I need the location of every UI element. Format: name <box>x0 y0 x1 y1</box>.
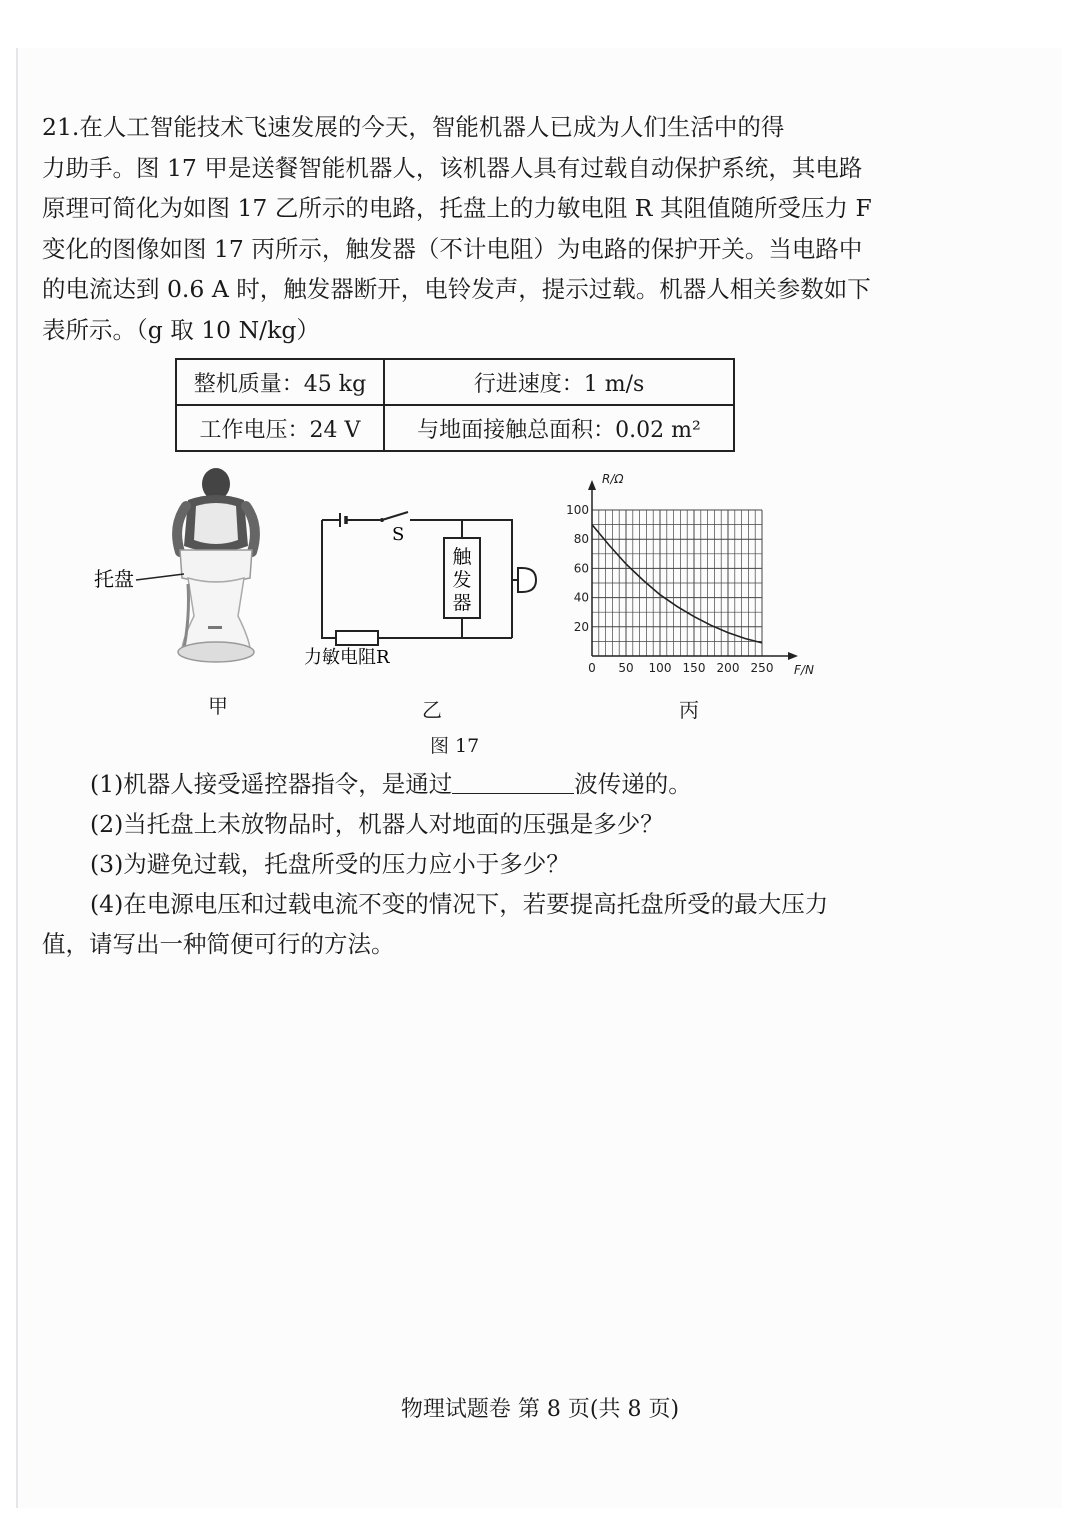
r-f-curve <box>592 525 762 643</box>
bell-icon <box>518 568 536 592</box>
tray <box>180 550 252 582</box>
circuit-figure <box>296 500 546 678</box>
y-tick-label: 20 <box>573 619 589 634</box>
sub-caption-yi: 乙 <box>422 698 442 722</box>
stem-line: 的电流达到 0.6 A 时，触发器断开，电铃发声，提示过载。机器人相关参数如下 <box>42 275 871 303</box>
x-tick-label: 250 <box>750 661 774 675</box>
x-axis-label: F/N <box>794 663 814 677</box>
stem-line: 原理可简化为如图 17 乙所示的电路，托盘上的力敏电阻 R 其阻值随所受压力 F <box>42 194 872 222</box>
answer-blank[interactable] <box>452 767 574 794</box>
x-tick-label: 50 <box>618 661 634 675</box>
stem-line: 力助手。图 17 甲是送餐智能机器人，该机器人具有过载自动保护系统，其电路 <box>42 153 863 182</box>
y-tick-label: 60 <box>573 561 589 576</box>
x-tick-label: 150 <box>682 661 706 675</box>
chart-ticks <box>566 503 773 675</box>
sub-question-2: (2)当托盘上未放物品时，机器人对地面的压强是多少？ <box>90 810 664 838</box>
sub-caption-bing: 丙 <box>679 698 699 722</box>
sub-questions <box>42 764 872 964</box>
y-axis-arrow <box>588 480 596 490</box>
switch-icon <box>382 512 408 520</box>
question-21-stem <box>42 107 872 350</box>
stem-line: 变化的图像如图 17 丙所示，触发器（不计电阻）为电路的保护开关。当电路中 <box>42 234 863 263</box>
x-axis-arrow <box>788 652 798 660</box>
sub-caption-jia: 甲 <box>208 694 228 718</box>
table-cell: 整机质量：45 kg <box>176 359 384 405</box>
page-footer: 物理试题卷 第 8 页(共 8 页) <box>400 1397 680 1422</box>
switch-label: S <box>392 524 405 545</box>
robot-base <box>182 578 250 648</box>
tray-label: 托盘 <box>94 567 134 591</box>
trigger-label: 器 <box>452 592 472 614</box>
table-cell: 工作电压：24 V <box>176 405 384 451</box>
table-row <box>176 405 734 451</box>
table-cell: 行进速度：1 m/s <box>384 359 734 405</box>
figure-caption: 图 17 <box>430 735 480 757</box>
stem-line: 21.在人工智能技术飞速发展的今天，智能机器人已成为人们生活中的得 <box>42 113 785 141</box>
r-f-chart <box>558 466 828 686</box>
chart-grid <box>592 510 762 656</box>
table-cell: 与地面接触总面积：0.02 m² <box>384 405 734 451</box>
stem-line: 表所示。（g 取 10 N/kg） <box>42 315 320 344</box>
x-tick-label: 200 <box>716 661 740 675</box>
resistor-icon <box>336 631 378 645</box>
tray-leader-line <box>136 574 184 580</box>
robot-figure <box>88 466 268 676</box>
sub-question-3: (3)为避免过载，托盘所受的压力应小于多少？ <box>90 850 570 878</box>
trigger-label: 发 <box>452 569 472 591</box>
parameters-table <box>175 358 735 452</box>
sub-question-1: (1)机器人接受遥控器指令，是通过 波传递的。 <box>42 764 872 804</box>
table-row <box>176 359 734 405</box>
wire <box>322 520 336 638</box>
sub-question-4-cont: 值，请写出一种简便可行的方法。 <box>42 930 395 958</box>
y-tick-label: 100 <box>566 503 589 517</box>
resistor-label: 力敏电阻R <box>304 647 390 668</box>
y-tick-label: 40 <box>573 590 589 605</box>
y-tick-label: 80 <box>573 532 589 547</box>
sub-question-4: (4)在电源电压和过载电流不变的情况下，若要提高托盘所受的最大压力 <box>90 890 829 918</box>
y-axis-label: R/Ω <box>602 472 624 486</box>
trigger-label: 触 <box>452 546 472 568</box>
x-tick-label: 100 <box>648 661 672 675</box>
x-tick-label: 0 <box>588 661 596 675</box>
